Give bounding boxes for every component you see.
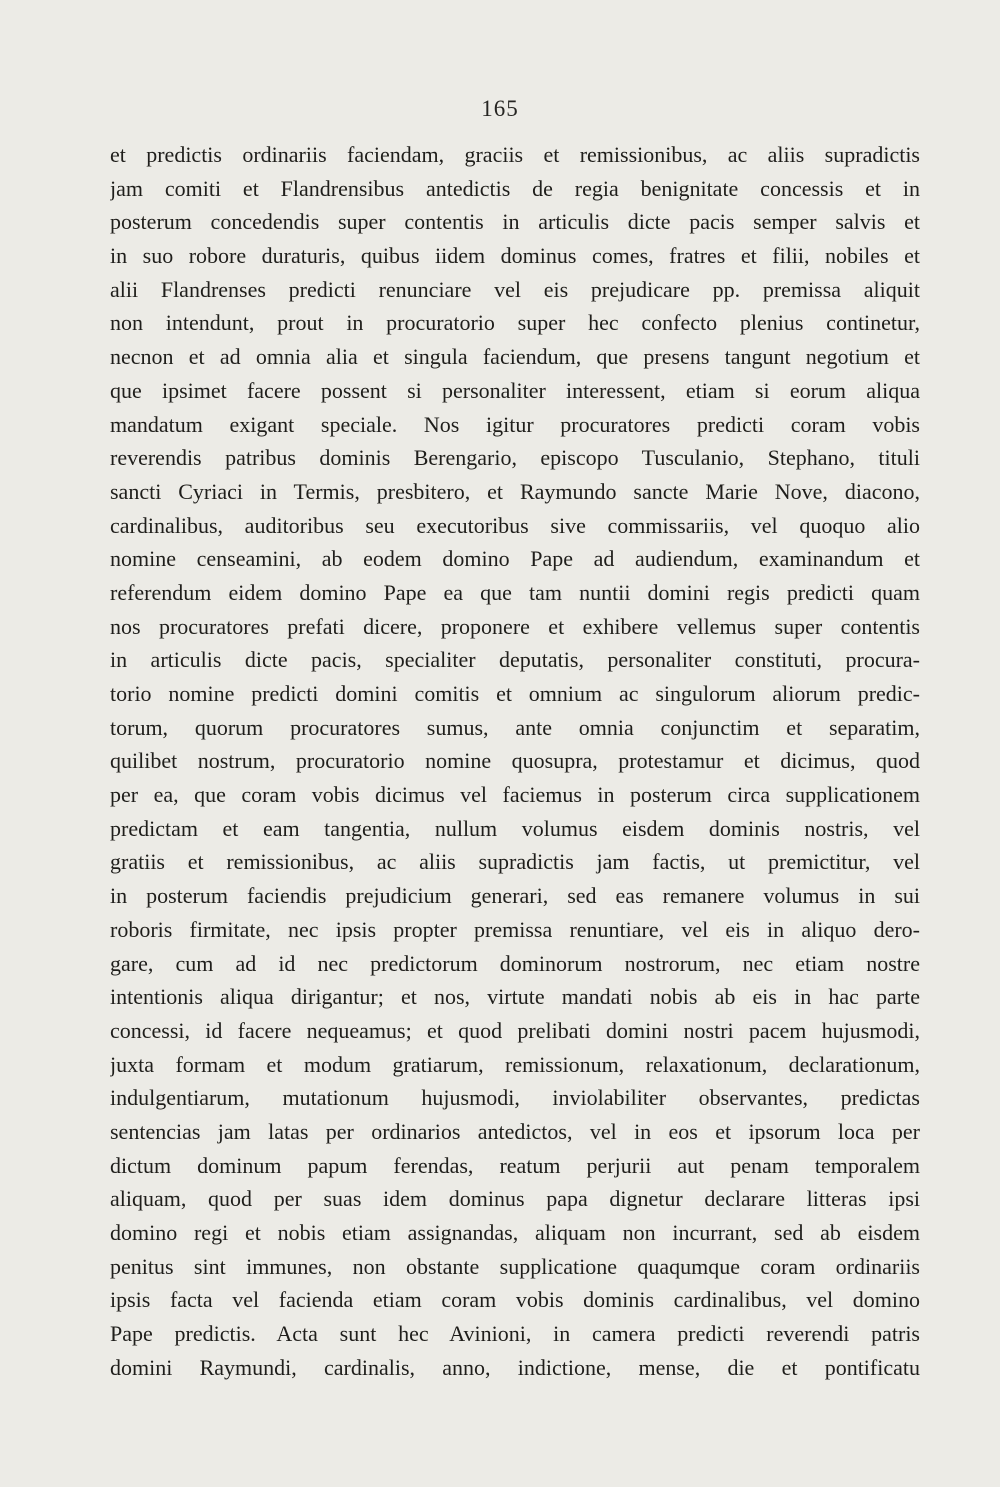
text-line: intentionis aliqua dirigantur; et nos, virtute mandati nobis ab eis in hac parte bbox=[110, 984, 920, 1010]
text-line: indulgentiarum, mutationum hujusmodi, inviolabiliter observantes, predictas bbox=[110, 1085, 920, 1111]
text-line: penitus sint immunes, non obstante supplicatione quaqumque coram ordinariis bbox=[110, 1253, 920, 1279]
text-line: jam comiti et Flandrensibus antedictis de regia benignitate concessis et in bbox=[110, 175, 920, 201]
text-line: posterum concedendis super contentis in articulis dicte pacis semper salvis et bbox=[110, 209, 920, 235]
text-line: et predictis ordinariis faciendam, graciis et remissionibus, ac aliis supradictis bbox=[110, 142, 920, 167]
text-line: sancti Cyriaci in Termis, presbitero, et Raymundo sancte Marie Nove, diacono, bbox=[110, 478, 920, 504]
text-line: que ipsimet facere possent si personaliter interessent, etiam si eorum aliqua bbox=[110, 377, 920, 403]
text-line: alii Flandrenses predicti renunciare vel eis prejudicare pp. premissa aliquit bbox=[110, 276, 920, 302]
text-line: nomine censeamini, ab eodem domino Pape ad audiendum, examinandum et bbox=[110, 546, 920, 572]
text-line: nos procuratores prefati dicere, proponere et exhibere vellemus super contentis bbox=[110, 613, 920, 639]
text-line: sentencias jam latas per ordinarios antedictos, vel in eos et ipsorum loca per bbox=[110, 1118, 920, 1144]
text-line: juxta formam et modum gratiarum, remissionum, relaxationum, declarationum, bbox=[110, 1051, 920, 1077]
text-line: predictam et eam tangentia, nullum volumus eisdem dominis nostris, vel bbox=[110, 815, 920, 841]
text-line: in posterum faciendis prejudicium generari, sed eas remanere volumus in sui bbox=[110, 883, 920, 909]
text-line: gare, cum ad id nec predictorum dominorum nostrorum, nec etiam nostre bbox=[110, 950, 920, 976]
text-line: aliquam, quod per suas idem dominus papa dignetur declarare litteras ipsi bbox=[110, 1186, 920, 1212]
text-line: Pape predictis. Acta sunt hec Avinioni, in camera predicti reverendi patris bbox=[110, 1321, 920, 1347]
text-line: domini Raymundi, cardinalis, anno, indictione, mense, die et pontificatu bbox=[110, 1354, 920, 1380]
text-line: ipsis facta vel facienda etiam coram vobis dominis cardinalibus, vel domino bbox=[110, 1287, 920, 1313]
text-line: concessi, id facere nequeamus; et quod prelibati domini nostri pacem hujusmodi, bbox=[110, 1017, 920, 1043]
text-line: gratiis et remissionibus, ac aliis supradictis jam factis, ut premictitur, vel bbox=[110, 849, 920, 875]
text-line: non intendunt, prout in procuratorio super hec confecto plenius continetur, bbox=[110, 310, 920, 336]
text-line: in suo robore duraturis, quibus iidem dominus comes, fratres et filii, nobiles et bbox=[110, 243, 920, 269]
text-line: roboris firmitate, nec ipsis propter premissa renuntiare, vel eis in aliquo dero- bbox=[110, 916, 920, 942]
text-line: dictum dominum papum ferendas, reatum perjurii aut penam temporalem bbox=[110, 1152, 920, 1178]
text-line: reverendis patribus dominis Berengario, episcopo Tusculanio, Stephano, tituli bbox=[110, 445, 920, 471]
text-line: cardinalibus, auditoribus seu executoribus sive commissariis, vel quoquo alio bbox=[110, 512, 920, 538]
text-line: in articulis dicte pacis, specialiter deputatis, personaliter constituti, procura- bbox=[110, 647, 920, 673]
text-line: torum, quorum procuratores sumus, ante omnia conjunctim et separatim, bbox=[110, 714, 920, 740]
text-line: quilibet nostrum, procuratorio nomine quosupra, protestamur et dicimus, quod bbox=[110, 748, 920, 774]
text-line: torio nomine predicti domini comitis et omnium ac singulorum aliorum predic- bbox=[110, 681, 920, 706]
text-line: mandatum exigant speciale. Nos igitur procuratores predicti coram vobis bbox=[110, 411, 920, 437]
text-line: referendum eidem domino Pape ea que tam nuntii domini regis predicti quam bbox=[110, 579, 920, 605]
text-line: domino regi et nobis etiam assignandas, aliquam non incurrant, sed ab eisdem bbox=[110, 1220, 920, 1245]
text-line: per ea, que coram vobis dicimus vel faciemus in posterum circa supplicationem bbox=[110, 782, 920, 808]
page-number: 165 bbox=[481, 96, 519, 121]
text-line: necnon et ad omnia alia et singula faciendum, que presens tangunt negotium et bbox=[110, 344, 920, 370]
body-text bbox=[110, 138, 920, 1384]
